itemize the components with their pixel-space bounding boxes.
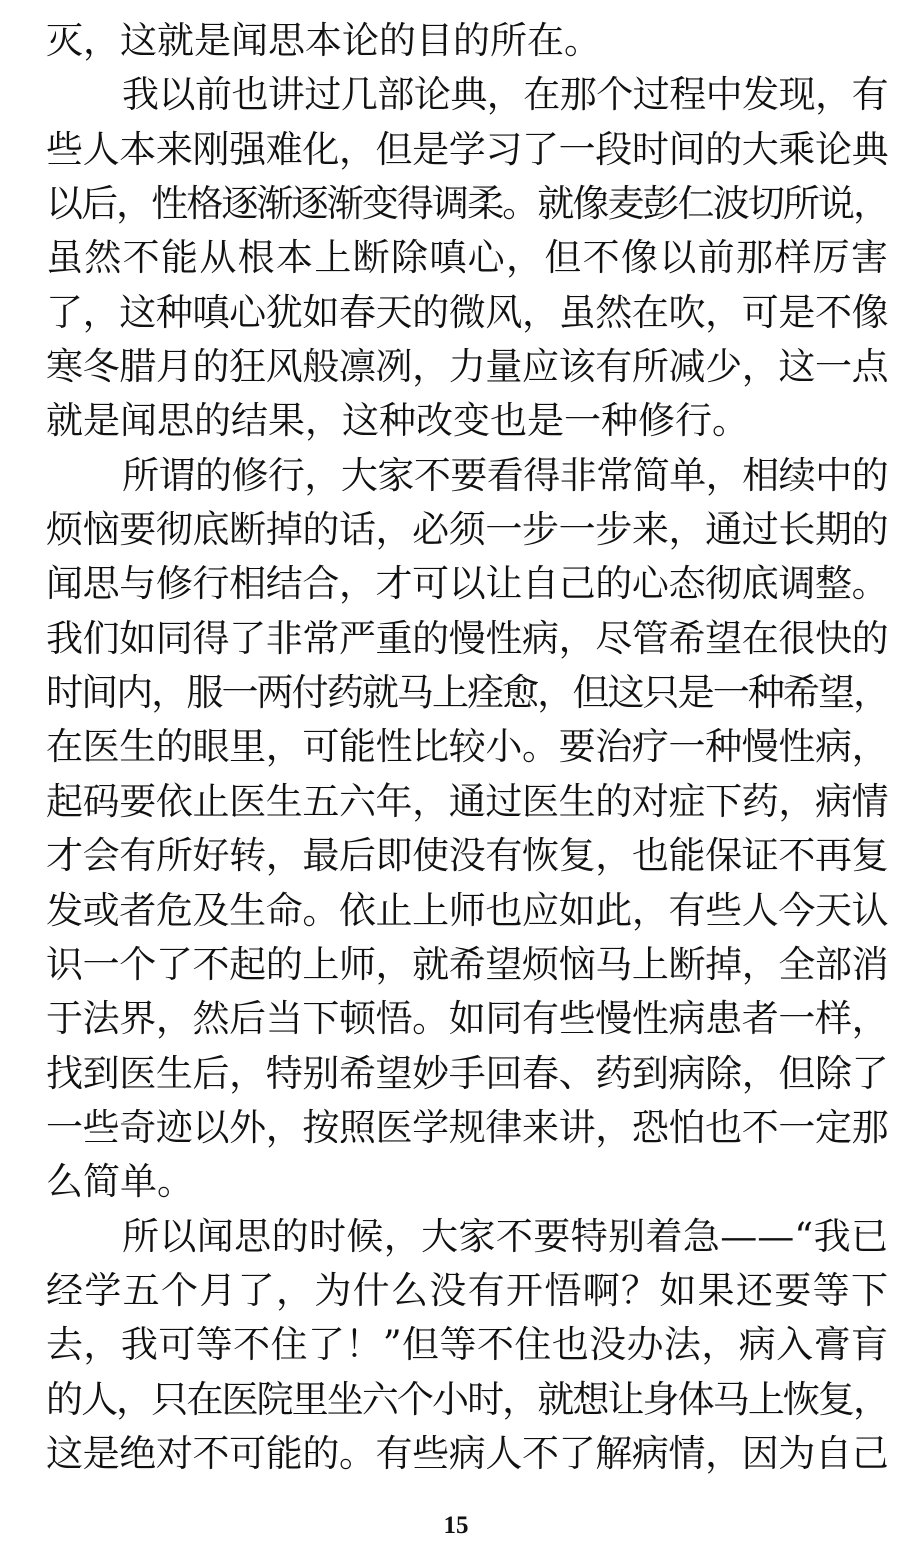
text-line: 我们如同得了非常严重的慢性病，尽管希望在很快的 bbox=[46, 616, 888, 660]
text-line: 了，这种嗔心犹如春天的微风，虽然在吹，可是不像 bbox=[46, 290, 888, 334]
text-line: 寒冬腊月的狂风般凛冽，力量应该有所减少，这一点 bbox=[46, 345, 888, 389]
text-line: 烦恼要彻底断掉的话，必须一步一步来，通过长期的 bbox=[46, 508, 888, 552]
text-line: 闻思与修行相结合，才可以让自己的心态彻底调整。 bbox=[46, 562, 888, 606]
text-line: 灭，这就是闻思本论的目的所在。 bbox=[46, 19, 601, 62]
text-line: 时间内，服一两付药就马上痊愈，但这只是一种希望， bbox=[46, 671, 888, 715]
text-line: 识一个了不起的上师，就希望烦恼马上断掉，全部消 bbox=[46, 942, 888, 986]
text-line: 去，我可等不住了！”但等不住也没办法，病入膏肓 bbox=[46, 1323, 888, 1367]
text-line: 在医生的眼里，可能性比较小。要治疗一种慢性病， bbox=[46, 725, 888, 769]
page-number: 15 bbox=[443, 1512, 469, 1539]
text-line: 发或者危及生命。依止上师也应如此，有些人今天认 bbox=[46, 888, 888, 932]
text-line: 些人本来刚强难化，但是学习了一段时间的大乘论典 bbox=[46, 127, 888, 171]
text-line: 找到医生后，特别希望妙手回春、药到病除，但除了 bbox=[46, 1051, 888, 1095]
text-line: 这是绝对不可能的。有些病人不了解病情，因为自己 bbox=[46, 1431, 888, 1475]
text-line: 起码要依止医生五六年，通过医生的对症下药，病情 bbox=[46, 779, 888, 823]
text-line: 我以前也讲过几部论典，在那个过程中发现，有 bbox=[122, 73, 888, 117]
text-line: 就是闻思的结果，这种改变也是一种修行。 bbox=[46, 399, 749, 443]
text-line: 虽然不能从根本上断除嗔心，但不像以前那样厉害 bbox=[46, 236, 888, 280]
page-body bbox=[46, 14, 888, 1481]
text-line: 的人，只在医院里坐六个小时，就想让身体马上恢复， bbox=[46, 1377, 888, 1421]
text-line: 才会有所好转，最后即使没有恢复，也能保证不再复 bbox=[46, 834, 888, 878]
text-line: 经学五个月了，为什么没有开悟啊？如果还要等下 bbox=[46, 1268, 888, 1312]
text-line: 么简单。 bbox=[46, 1160, 194, 1204]
text-line: 于法界，然后当下顿悟。如同有些慢性病患者一样， bbox=[46, 997, 888, 1041]
text-line: 一些奇迹以外，按照医学规律来讲，恐怕也不一定那 bbox=[46, 1105, 888, 1149]
text-line: 所以闻思的时候，大家不要特别着急——“我已 bbox=[122, 1214, 888, 1258]
text-line: 以后，性格逐渐逐渐变得调柔。就像麦彭仁波切所说， bbox=[46, 182, 888, 226]
text-line: 所谓的修行，大家不要看得非常简单，相续中的 bbox=[122, 453, 888, 497]
